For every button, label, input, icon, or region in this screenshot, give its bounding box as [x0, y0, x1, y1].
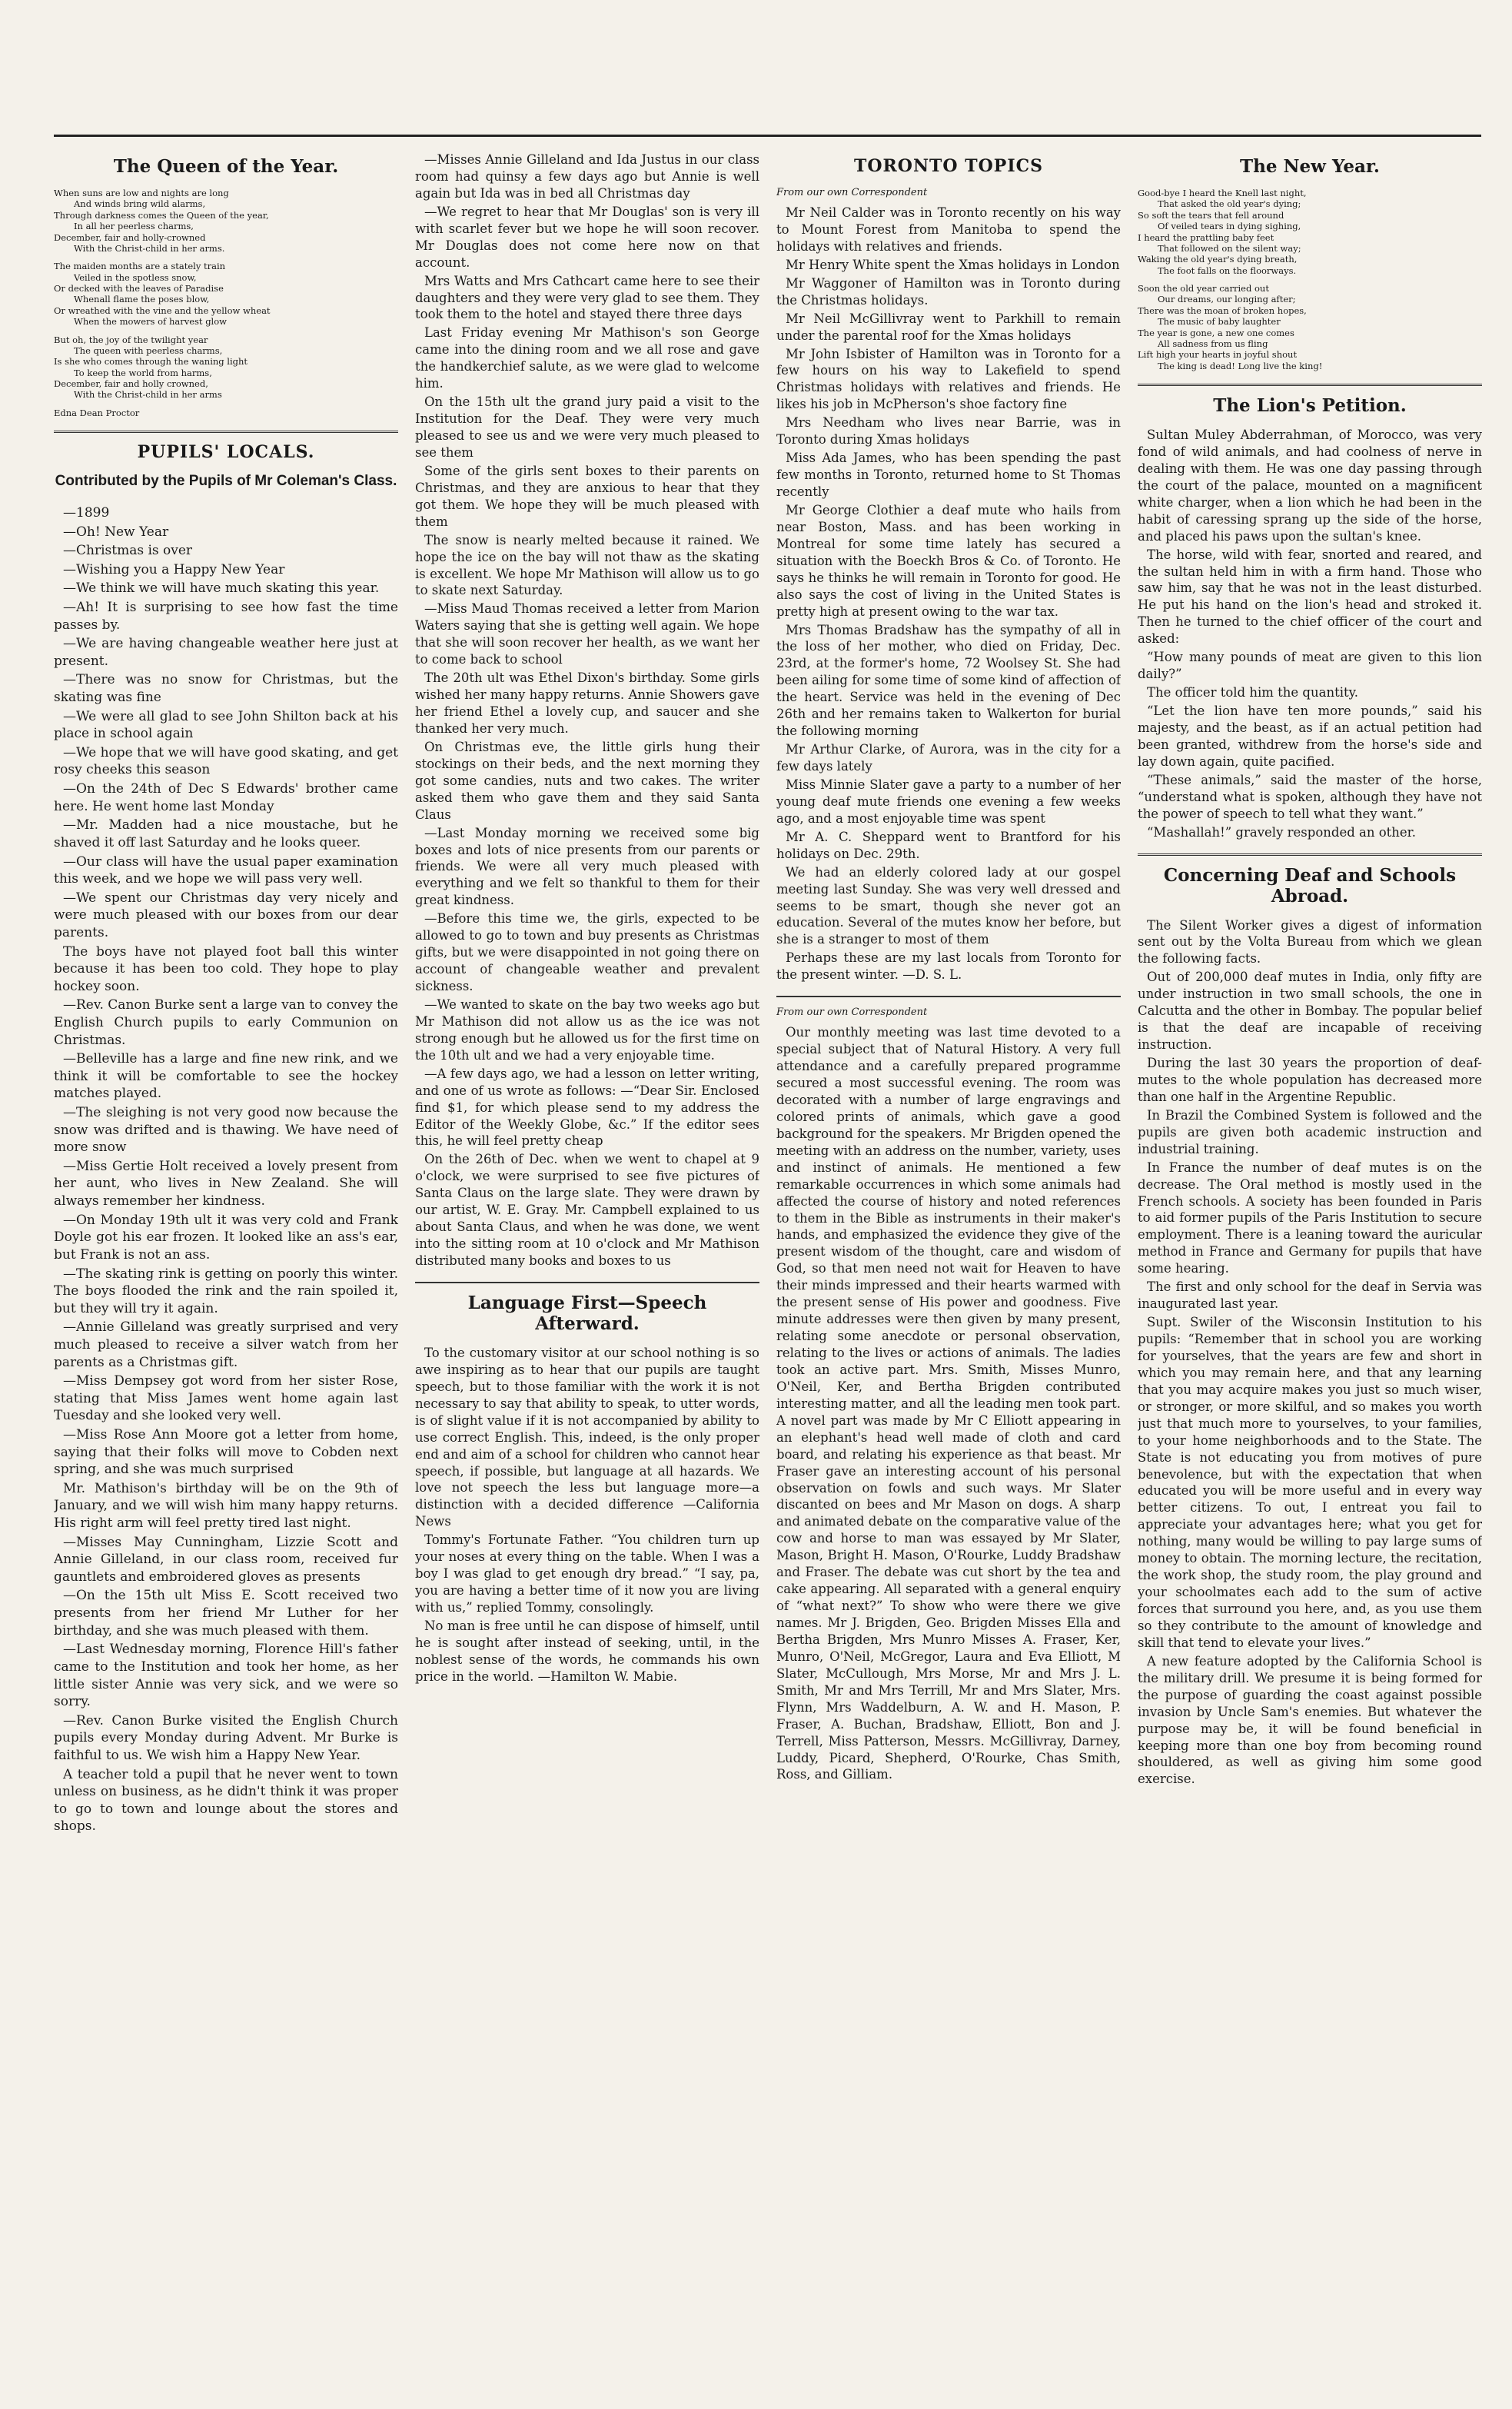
local-item: —Misses May Cunningham, Lizzie Scott and Annie Gilleland, in our class room, received fur gauntlets and embroidered gloves as presents: [54, 1534, 398, 1585]
article-paragraph: The Silent Worker gives a digest of information sent out by the Volta Bureau from which we glean the following facts.: [1138, 917, 1482, 967]
local-item: —The sleighing is not very good now because the snow was drifted and is thawing. We have need of more snow: [54, 1105, 398, 1156]
local-item: —There was no snow for Christmas, but the skating was fine: [54, 672, 398, 706]
poem-line: Veiled in the spotless snow,: [74, 271, 197, 283]
poem-title-new-year: The New Year.: [1240, 156, 1380, 177]
article-paragraph: No man is free until he can dispose of himself, until he is sought after instead of seeking, until, in the noblest sense of the words, he commands his own price in the world. —Hamilton W. Mabie.: [415, 1618, 759, 1684]
column-2: [415, 135, 759, 2364]
poem-line: Good-bye I heard the Knell last night,: [1138, 188, 1307, 198]
local-item: On Christmas eve, the little girls hung their stockings on their beds, and the next morning they got some candies, nuts and two cakes. The writer asked them who gave them and they said Santa Claus: [415, 739, 759, 822]
divider: [776, 996, 1121, 997]
deaf-schools-title: Concerning Deaf and Schools Abroad.: [1163, 864, 1457, 907]
local-item: —On the 15th ult Miss E. Scott received two presents from her friend Mr Luther for her birthday, and she was much pleased with them.: [54, 1588, 398, 1639]
article-paragraph: “Let the lion have ten more pounds,” said his majesty, and the beast, as if an actual petition had been granted, withdrew from the horse's side and lay down again, quite pacified.: [1138, 704, 1482, 769]
topic-item: Miss Minnie Slater gave a party to a number of her young deaf mute friends one evening a few weeks ago, and a most enjoyable time was spent: [776, 777, 1121, 826]
article-paragraph: “Mashallah!” gravely responded an other.: [1147, 824, 1417, 840]
topic-item: Mr John Isbister of Hamilton was in Toronto for a few hours on his way to Lakefield to spend Christmas holidays with relatives and friends. He likes his job in McPherson's shoe factory fine: [776, 346, 1121, 412]
poem-line: Whenall flame the poses blow,: [74, 294, 210, 305]
dateline: From our own Correspondent: [776, 187, 928, 198]
local-item: —A few days ago, we had a lesson on letter writing, and one of us wrote as follows: —“Dear Sir. Enclosed find $1, for which please send to my address the Editor of the Weekly Globe, &c.” If the editor sees this, he will feel pretty cheap: [415, 1066, 759, 1149]
column-4: [1138, 135, 1482, 2364]
dateline: From our own Correspondent: [776, 1007, 928, 1019]
divider: [54, 431, 398, 433]
poem-line: All sadness from us fling: [1158, 338, 1268, 349]
poem-line: The king is dead! Long live the king!: [1158, 360, 1323, 371]
poem-stanza: [54, 334, 398, 401]
topic-item: Mr Neil McGillivray went to Parkhill to remain under the parental roof for the Xmas holidays: [776, 311, 1121, 343]
columns: [54, 135, 1481, 2364]
poem-line: Through darkness comes the Queen of the year,: [54, 209, 269, 221]
local-item: —Ah! It is surprising to see how fast the time passes by.: [54, 599, 398, 633]
local-item: —Oh! New Year: [63, 524, 169, 540]
local-item: —On Monday 19th ult it was very cold and Frank Doyle got his ear frozen. It looked like an ass's ear, but Frank is not an ass.: [54, 1212, 398, 1263]
local-item: —Miss Maud Thomas received a letter from Marion Waters saying that she is getting well again. We hope that she will soon recover her health, as we want her to come back to school: [415, 601, 759, 667]
local-item: —On the 24th of Dec S Edwards' brother came here. He went home last Monday: [54, 781, 398, 814]
poem-line: But oh, the joy of the twilight year: [54, 334, 208, 345]
local-item: —Miss Rose Ann Moore got a letter from home, saying that their folks will move to Cobden next spring, and she was much surprised: [54, 1427, 398, 1478]
column-3: [776, 135, 1121, 2364]
toronto-items: [776, 205, 1121, 983]
local-item: The boys have not played foot ball this winter because it has been too cold. They hope to play hockey soon.: [54, 943, 398, 994]
poem-line: The music of baby laughter: [1158, 316, 1281, 328]
article-paragraph: In Brazil the Combined System is followed and the pupils are given both academic instruction and industrial training.: [1138, 1107, 1482, 1156]
article-paragraph: During the last 30 years the proportion of deaf-mutes to the whole population has decreased more than one half in the Argentine Republic.: [1138, 1056, 1482, 1104]
article-paragraph: Out of 200,000 deaf mutes in India, only fifty are under instruction in two small schools, the one in Calcutta and the other in Bombay. The popular belief is that the deaf are incapable of receiving instruction.: [1138, 970, 1482, 1053]
locals-byline: Contributed by the Pupils of Mr Coleman's Class.: [55, 473, 397, 490]
local-item: —Belleville has a large and fine new rink, and we think it will be comfortable to see the hockey matches played.: [54, 1051, 398, 1102]
poem-line: That asked the old year's dying;: [1158, 198, 1301, 210]
poem-line: With the Christ-child in her arms: [74, 389, 222, 401]
poem-line: When suns are low and nights are long: [54, 188, 229, 198]
local-item: —Miss Dempsey got word from her sister Rose, stating that Miss James went home again last Tuesday and she looked very well.: [54, 1373, 398, 1424]
topic-item: We had an elderly colored lady at our gospel meeting last Sunday. She was very well dressed and seems to be smart, though she never got an education. Several of the mutes know her before, but she is a stranger to most of them: [776, 864, 1121, 947]
divider: [415, 1282, 759, 1283]
poem-line: That followed on the silent way;: [1158, 242, 1301, 254]
meeting-report: [776, 1024, 1121, 1783]
poem-stanza: [54, 261, 398, 327]
local-item: —We are having changeable weather here just at present.: [54, 636, 398, 669]
poem-line: Waking the old year's dying breath,: [1138, 254, 1298, 265]
poem-author: Edna Dean Proctor: [54, 407, 140, 418]
local-item: —We wanted to skate on the bay two weeks ago but Mr Mathison did not allow us as the ice was not strong enough but he allowed us for the first time on the 10th ult and we had a very enjoyable time.: [415, 997, 759, 1063]
local-item: —Rev. Canon Burke visited the English Church pupils every Monday during Advent. Mr Burke is faithful to us. We wish him a Happy New Year.: [54, 1712, 398, 1763]
article-paragraph: The officer told him the quantity.: [1147, 685, 1358, 700]
locals-title: PUPILS' LOCALS.: [137, 442, 315, 463]
poem-line: Lift high your hearts in joyful shout: [1138, 349, 1298, 361]
article-paragraph: Sultan Muley Abderrahman, of Morocco, was very fond of wild animals, and had coolness of nerve in dealing with them. He was one day passing through the court of the palace, mounted on a magnificent white charger, when a lion which he had been in the habit of caressing sprang up the side of the horse, and placed his paws upon the sultan's knee.: [1138, 428, 1482, 544]
topic-item: Mr Waggoner of Hamilton was in Toronto during the Christmas holidays.: [776, 275, 1121, 308]
local-item: The snow is nearly melted because it rained. We hope the ice on the bay will not thaw as the skating is excellent. We hope Mr Mathison will allow us to go to skate next Saturday.: [415, 532, 759, 598]
topic-item: Mr Arthur Clarke, of Aurora, was in the city for a few days lately: [776, 742, 1121, 774]
article-paragraph: To the customary visitor at our school nothing is so awe inspiring as to hear that our pupils are taught speech, but to those familiar with the work it is not necessary to say that ability to speak, to utter words, is of slight value if it is not accompanied by ability to use correct English. This, indeed, is the only proper end and aim of a school for children who cannot hear speech, if possible, but language at all hazards. We love not speech the less but language more—a distinction with a decided difference —California News: [415, 1345, 759, 1529]
poem-line: And winds bring wild alarms,: [74, 198, 206, 210]
topic-item: Mrs Thomas Bradshaw has the sympathy of all in the loss of her mother, who died on Friday, Dec. 23rd, at the former's home, 72 Woolsey St. She had been ailing for some time of some kind of affection of the heart. Service was held in the evening of Dec 26th and her remains taken to Walkerton for burial the following morning: [776, 622, 1121, 739]
article-paragraph: Tommy's Fortunate Father. “You children turn up your noses at every thing on the table. When I was a boy I was glad to get enough dry bread.” “I say, pa, you are having a better time of it now you are living with us,” replied Tommy, consolingly.: [415, 1532, 759, 1615]
article-paragraph: “These animals,” said the master of the horse, “understand what is spoken, although they have not the power of speech to tell what they want.”: [1138, 772, 1482, 821]
local-item: —Misses Annie Gilleland and Ida Justus in our class room had quinsy a few days ago but Annie is well again but Ida was in bed all Christmas day: [415, 152, 759, 201]
article-paragraph: A new feature adopted by the California School is the military drill. We presume it is being formed for the purpose of guarding the coast against possible invasion by Uncle Sam's enemies. But whatever the purpose may be, it will be found beneficial in keeping more than one boy from becoming round shouldered, as well as giving him some good exercise.: [1138, 1653, 1482, 1787]
topic-item: Mr A. C. Sheppard went to Brantford for his holidays on Dec. 29th.: [776, 829, 1121, 861]
topic-item: Mr George Clothier a deaf mute who hails from near Boston, Mass. and has been working in Montreal for some time lately has secured a situation with the Boeckh Bros & Co. of Toronto. He says he thinks he will remain in Toronto for good. He also says the cost of living in the United States is pretty high at present owing to the war tax.: [776, 502, 1121, 619]
local-item: —Wishing you a Happy New Year: [63, 561, 285, 577]
poem-queen: [54, 188, 398, 401]
poem-line: Our dreams, our longing after;: [1158, 294, 1296, 305]
poem-line: I heard the prattling baby feet: [1138, 231, 1274, 243]
poem-line: There was the moan of broken hopes,: [1138, 304, 1307, 316]
local-item: Some of the girls sent boxes to their parents on Christmas, and they are anxious to hear that they got them. We hope they will be much pleased with them: [415, 463, 759, 529]
article-paragraph: Supt. Swiler of the Wisconsin Institution to his pupils: “Remember that in school you are working for yourselves, that the years are few and short in which you may remain here, and that any learning that you may acquire makes you just so much wiser, or stronger, or more skilful, and so makes you worth just that much more to yourselves, to your families, to your home neighborhoods and to the State. The State is not educating you from motives of pure benevolence, but with the expectation that when educated you will be more useful and in every way better citizens. To out, I entreat you fail to appreciate your advantages here; what you get for nothing, many would be willing to pay large sums of money to obtain. The morning lecture, the recitation, the work shop, the study room, the play ground and your schoolmates each add to the sum of active forces that surround you here, and, as you use them so they contribute to the amount of knowledge and skill that tend to elevate your lives.”: [1138, 1315, 1482, 1650]
language-article-title: Language First—Speech Afterward.: [467, 1292, 707, 1334]
locals-list: [54, 504, 398, 1835]
local-item: —Mr. Madden had a nice moustache, but he shaved it off last Saturday and he looks queer.: [54, 817, 398, 850]
article-paragraph: The horse, wild with fear, snorted and reared, and the sultan held him in with a firm hand. Those who saw him, say that he was not in the least disturbed. He put his hand on the lion's head and stroked it. Then he turned to the chief officer of the court and asked:: [1138, 547, 1482, 647]
article-paragraph: “How many pounds of meat are given to this lion daily?”: [1138, 650, 1482, 682]
poem-line: Is she who comes through the waning light: [54, 356, 248, 368]
deaf-schools-body: [1138, 917, 1482, 1788]
poem-line: Of veiled tears in dying sighing,: [1158, 221, 1301, 232]
topic-item: Mrs Needham who lives near Barrie, was in Toronto during Xmas holidays: [776, 415, 1121, 448]
local-item: —Last Wednesday morning, Florence Hill's father came to the Institution and took her home, as her little sister Annie was very sick, and we were so sorry.: [54, 1642, 398, 1710]
local-item: —The skating rink is getting on poorly this winter. The boys flooded the rink and the rain spoiled it, but they will try it again.: [54, 1266, 398, 1316]
local-item: Last Friday evening Mr Mathison's son George came into the dining room and we all rose and gave the handkerchief salute, as we were glad to welcome him.: [415, 325, 759, 391]
divider: [1138, 853, 1482, 856]
poem-line: Or decked with the leaves of Paradise: [54, 283, 224, 294]
poem-title-queen: The Queen of the Year.: [113, 156, 339, 177]
poem-line: The year is gone, a new one comes: [1138, 327, 1294, 338]
local-item: —Our class will have the usual paper examination this week, and we hope we will pass very well.: [54, 853, 398, 887]
local-item: The 20th ult was Ethel Dixon's birthday. Some girls wished her many happy returns. Annie Showers gave her friend Ethel a lovely cup, and saucer and she thanked her very much.: [415, 670, 759, 736]
local-item: —Christmas is over: [63, 543, 193, 559]
local-item: —1899: [63, 504, 110, 521]
poem-stanza: [1138, 188, 1482, 276]
toronto-topics-title: TORONTO TOPICS: [853, 156, 1044, 176]
local-item: Mr. Mathison's birthday will be on the 9th of January, and we will wish him many happy returns. His right arm will feel pretty tired last night.: [54, 1480, 398, 1532]
column-2-items: [415, 151, 759, 1269]
poem-line: December, fair and holly-crowned: [54, 231, 206, 243]
poem-line: Or wreathed with the vine and the yellow wheat: [54, 304, 271, 316]
poem-line: So soft the tears that fell around: [1138, 209, 1284, 221]
topic-item: Mr Neil Calder was in Toronto recently on his way to Mount Forest from Manitoba to spend the holidays with relatives and friends.: [776, 205, 1121, 254]
poem-line: The foot falls on the floorways.: [1158, 265, 1297, 276]
local-item: —Rev. Canon Burke sent a large van to convey the English Church pupils to early Communion on Christmas.: [54, 997, 398, 1048]
local-item: Mrs Watts and Mrs Cathcart came here to see their daughters and they were very glad to see them. They took them to the hotel and stayed there three days: [415, 273, 759, 322]
local-item: —Before this time we, the girls, expected to be allowed to go to town and buy presents as Christmas gifts, but we were disappointed in not going there on account of changeable weather and prevalent sickness.: [415, 911, 759, 993]
poem-line: With the Christ-child in her arms.: [74, 242, 225, 254]
local-item: —We think we will have much skating this year.: [63, 581, 380, 597]
divider: [1138, 384, 1482, 386]
lion-petition-title: The Lion's Petition.: [1213, 395, 1407, 416]
poem-line: December, fair and holly crowned,: [54, 378, 208, 389]
local-item: —We regret to hear that Mr Douglas' son is very ill with scarlet fever but we hope he will soon recover. Mr Douglas does not come here now on that account.: [415, 204, 759, 270]
local-item: On the 15th ult the grand jury paid a visit to the Institution for the Deaf. They were very much pleased to see us and we were very much pleased to see them: [415, 394, 759, 460]
lion-petition-body: [1138, 427, 1482, 841]
local-item: A teacher told a pupil that he never went to town unless on business, as he didn't think it was proper to go to town and lounge about the stores and shops.: [54, 1766, 398, 1835]
article-paragraph: The first and only school for the deaf in Servia was inaugurated last year.: [1138, 1279, 1482, 1312]
local-item: —We spent our Christmas day very nicely and were much pleased with our boxes from our dear parents.: [54, 890, 398, 940]
language-article-body: [415, 1345, 759, 1685]
local-item: On the 26th of Dec. when we went to chapel at 9 o'clock, we were surprised to see five pictures of Santa Claus on the large slate. They were drawn by our artist, W. E. Gray. Mr. Campbell explained to us about Santa Claus, and when he was done, we went into the sitting room at 10 o'clock and Mr Mathison distributed many books and boxes to us: [415, 1152, 759, 1268]
column-1: [54, 135, 398, 2364]
local-item: —Miss Gertie Holt received a lovely present from her aunt, who lives in New Zealand. She will always remember her kindness.: [54, 1158, 398, 1209]
topic-item: Miss Ada James, who has been spending the past few months in Toronto, returned home to St Thomas recently: [776, 451, 1121, 499]
article-paragraph: Our monthly meeting was last time devoted to a special subject that of Natural History. A very full attendance and a carefully prepared programme secured a most successful evening. The room was decorated with a number of large engravings and colored prints of animals, which gave a good background for the speakers. Mr Brigden opened the meeting with an address on the number, variety, uses and instinct of animals. He mentioned a few remarkable occurrences in which some animals had affected the course of history and noted references to them in the Bible as instruments in their maker's hands, and emphasized the evidence they give of the present wisdom of the thought, care and wisdom of God, so that men need not wait for Heaven to have their minds impressed and their hearts warmed with the present sense of His power and goodness. Five minute addresses were then given by many present, relating some anecdote or personal observation, relating to the lives or actions of animals. The ladies took an active part. Mrs. Smith, Misses Munro, O'Neil, Ker, and Bertha Brigden contributed interesting matter, and all the leading men took part. A novel part was made by Mr C Elliott appearing in an elephant's head well made of cloth and card board, and relating his experience as that beast. Mr Fraser gave an interesting account of his personal observation on fowls and such ways. Mr Slater discanted on bees and Mr Mason on dogs. A sharp and animated debate on the comparative value of the cow and horse to man was essayed by Mr Slater, Mason, Bright H. Mason, O'Rourke, Luddy Bradshaw and Fraser. The debate was cut short by the tea and cake appearing. All separated with a general enquiry of “what next?” To show who were there we give names. Mr J. Brigden, Geo. Brigden Misses Ella and Bertha Brigden, Mrs Munro Misses A. Fraser, Ker, Munro, O'Neil, McGregor, Laura and Eva Elliott, M Slater, McCullough, Mrs Morse, Mr and Mrs J. L. Smith, Mr and Mrs Terrill, Mr and Mrs Slater, Mrs. Flynn, Mrs Waddelburn, A. W. and H. Mason, P. Fraser, A. Buchan, Bradshaw, Elliott, Bon and J. Terrell, Miss Patterson, Messrs. McGillivray, Darney, Luddy, Picard, Shepherd, O'Rourke, Chas Smith, Ross, and Gilliam.: [776, 1025, 1121, 1782]
poem-line: When the mowers of harvest glow: [74, 316, 227, 328]
local-item: —Annie Gilleland was greatly surprised and very much pleased to receive a silver watch from her parents as a Christmas gift.: [54, 1319, 398, 1370]
poem-line: In all her peerless charms,: [74, 221, 194, 232]
poem-new-year: [1138, 188, 1482, 371]
poem-line: To keep the world from harms,: [74, 367, 212, 378]
poem-stanza: [1138, 283, 1482, 371]
poem-line: The queen with peerless charms,: [74, 344, 223, 356]
local-item: —We were all glad to see John Shilton back at his place in school again: [54, 708, 398, 742]
article-paragraph: In France the number of deaf mutes is on the decrease. The Oral method is mostly used in the French schools. A society has been founded in Paris to aid former pupils of the Paris Institution to secure employment. There is a leaning toward the auricular method in France and Germany for pupils that have some hearing.: [1138, 1160, 1482, 1276]
local-item: —Last Monday morning we received some big boxes and lots of nice presents from our parents or friends. We were all very much pleased with everything and we felt so thankful to them for their great kindness.: [415, 825, 759, 908]
poem-line: Soon the old year carried out: [1138, 283, 1269, 294]
local-item: —We hope that we will have good skating, and get rosy cheeks this season: [54, 744, 398, 778]
topic-item: Mr Henry White spent the Xmas holidays in London: [786, 257, 1120, 272]
topic-item: Perhaps these are my last locals from Toronto for the present winter. —D. S. L.: [776, 950, 1121, 983]
poem-line: The maiden months are a stately train: [54, 261, 226, 272]
poem-stanza: [54, 188, 398, 254]
